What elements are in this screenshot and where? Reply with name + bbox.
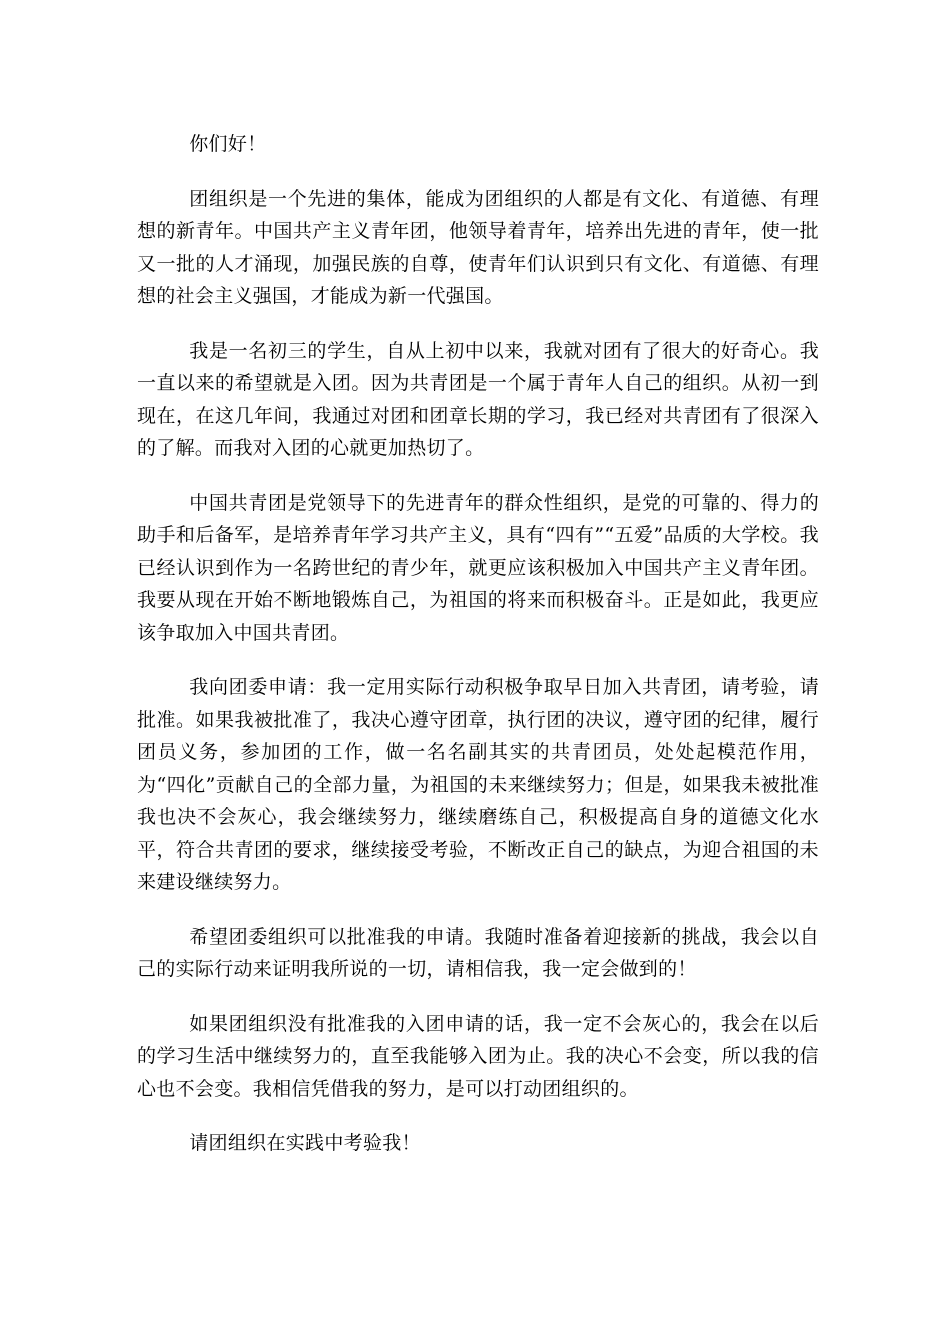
body-paragraph-3: 中国共青团是党领导下的先进青年的群众性组织，是党的可靠的、得力的助手和后备军，是培养青年学习共产主义，具有“四有”“五爱”品质的大学校。我已经认识到作为一名跨世纪的青少年，就更应该积极加入中国共产主义青年团。我要从现在开始不断地锻炼自己，为祖国的将来而积极奋斗。正是如此，我更应该争取加入中国共青团。 xyxy=(137,491,819,644)
document-body xyxy=(137,128,819,1160)
body-paragraph-6: 如果团组织没有批准我的入团申请的话，我一定不会灰心的，我会在以后的学习生活中继续努力的，直至我能够入团为止。我的决心不会变，所以我的信心也不会变。我相信凭借我的努力，是可以打动团组织的。 xyxy=(137,1012,819,1100)
closing-paragraph: 请团组织在实践中考验我！ xyxy=(189,1132,421,1154)
body-paragraph-5: 希望团委组织可以批准我的申请。我随时准备着迎接新的挑战，我会以自己的实际行动来证明我所说的一切，请相信我，我一定会做到的！ xyxy=(137,925,819,980)
body-paragraph-4: 我向团委申请：我一定用实际行动积极争取早日加入共青团，请考验，请批准。如果我被批准了，我决心遵守团章，执行团的决议，遵守团的纪律，履行团员义务，参加团的工作，做一名名副其实的共青团员，处处起模范作用，为“四化”贡献自己的全部力量，为祖国的未来继续努力；但是，如果我未被批准我也决不会灰心，我会继续努力，继续磨练自己，积极提高自身的道德文化水平，符合共青团的要求，继续接受考验，不断改正自己的缺点，为迎合祖国的未来建设继续努力。 xyxy=(137,676,819,893)
greeting-paragraph: 你们好！ xyxy=(189,133,267,155)
body-paragraph-2: 我是一名初三的学生，自从上初中以来，我就对团有了很大的好奇心。我一直以来的希望就是入团。因为共青团是一个属于青年人自己的组织。从初一到现在，在这几年间，我通过对团和团章长期的学习，我已经对共青团有了很深入的了解。而我对入团的心就更加热切了。 xyxy=(137,339,819,459)
body-paragraph-1: 团组织是一个先进的集体，能成为团组织的人都是有文化、有道德、有理想的新青年。中国共产主义青年团，他领导着青年，培养出先进的青年，使一批又一批的人才涌现，加强民族的自尊，使青年们认识到只有文化、有道德、有理想的社会主义强国，才能成为新一代强国。 xyxy=(137,187,819,307)
